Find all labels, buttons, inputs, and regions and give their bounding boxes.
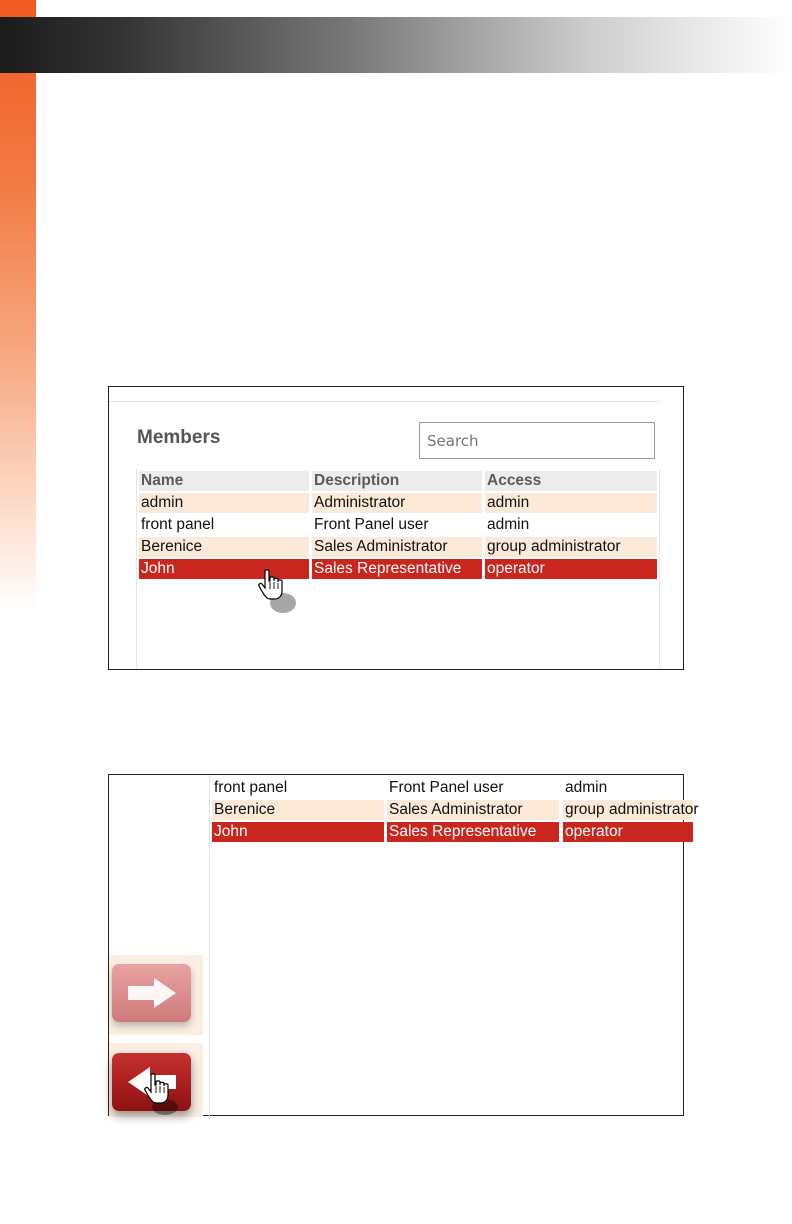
search-input[interactable]: [419, 422, 655, 459]
hand-cursor-icon: [143, 1073, 187, 1117]
cell-name: Berenice: [212, 800, 384, 820]
panel-border: [659, 469, 660, 669]
panel-border: [209, 775, 210, 1117]
cell-description: Sales Administrator: [312, 537, 482, 557]
cell-access: admin: [487, 516, 530, 533]
column-header-name[interactable]: Name: [139, 471, 309, 491]
cell-description: Front Panel user: [389, 779, 504, 796]
members-title: Members: [137, 427, 221, 448]
hand-cursor-icon: [257, 569, 301, 617]
cell-access: operator: [563, 822, 693, 842]
cell-name: admin: [139, 493, 309, 513]
arrow-right-icon: [124, 976, 180, 1010]
divider: [109, 401, 661, 402]
cell-access: group administrator: [565, 801, 699, 818]
cell-name: front panel: [214, 779, 288, 796]
cell-description: Sales Representative: [387, 822, 559, 842]
cell-description: Sales Administrator: [387, 800, 559, 820]
cell-access: group administrator: [485, 537, 657, 557]
cell-access: admin: [485, 493, 657, 513]
move-members-screenshot: [108, 774, 699, 1116]
panel-border: [136, 469, 137, 669]
members-screenshot: [108, 386, 684, 670]
cell-name: front panel: [141, 516, 215, 533]
column-header-access[interactable]: Access: [485, 471, 657, 491]
cell-name: John: [139, 559, 309, 579]
column-header-description[interactable]: Description: [312, 471, 482, 491]
cell-name: Berenice: [139, 537, 309, 557]
cell-description: Administrator: [312, 493, 482, 513]
cell-access: operator: [485, 559, 657, 579]
cell-access: admin: [565, 779, 608, 796]
side-accent-bar: [0, 0, 36, 610]
cell-description: Front Panel user: [314, 516, 429, 533]
cell-name: John: [212, 822, 384, 842]
header-gradient-bar: [0, 17, 792, 73]
cell-description: Sales Representative: [312, 559, 482, 579]
move-right-button[interactable]: [112, 964, 191, 1022]
